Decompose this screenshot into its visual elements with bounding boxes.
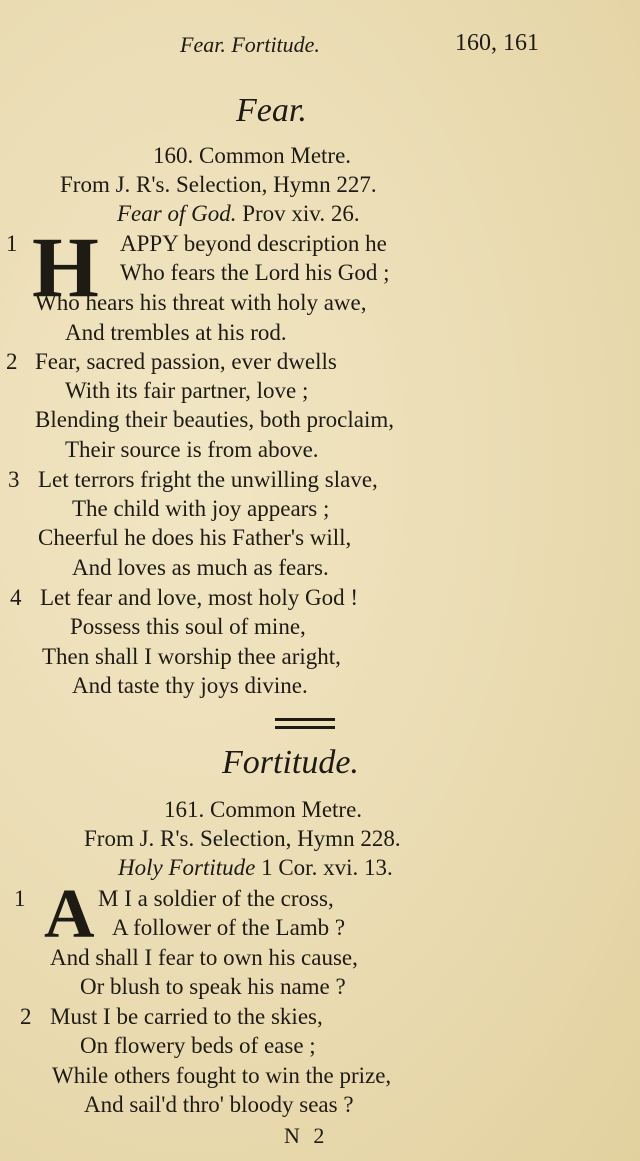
verse-line: Blending their beauties, both proclaim, — [35, 407, 394, 432]
verse-line: And taste thy joys divine. — [72, 673, 308, 698]
scripture-reference: 1 Cor. xvi. 13. — [261, 855, 393, 880]
verse-number: 1 — [14, 886, 26, 911]
verse-line: On flowery beds of ease ; — [80, 1033, 316, 1058]
verse-line: While others fought to win the prize, — [52, 1063, 392, 1088]
verse-line: A follower of the Lamb ? — [112, 915, 346, 940]
drop-cap: A — [44, 876, 95, 953]
verse-line: M I a soldier of the cross, — [98, 886, 334, 911]
verse-line: Cheerful he does his Father's will, — [38, 525, 352, 550]
hymn-source-161: From J. R's. Selection, Hymn 228. — [84, 826, 401, 851]
verse-line: The child with joy appears ; — [72, 496, 330, 521]
running-header: Fear. Fortitude. — [180, 32, 320, 57]
section-title-fear: Fear. — [236, 92, 307, 129]
verse-line: And shall I fear to own his cause, — [50, 945, 358, 970]
verse-line: Their source is from above. — [65, 437, 319, 462]
hymn-meta-160: 160. Common Metre. — [153, 143, 352, 168]
hymn-meta-161: 161. Common Metre. — [164, 797, 363, 822]
signature-mark: N 2 — [284, 1123, 329, 1148]
verse-line: Then shall I worship thee aright, — [42, 644, 341, 669]
drop-cap: H — [32, 219, 99, 315]
verse-line: Or blush to speak his name ? — [80, 974, 346, 999]
verse-line: And sail'd thro' bloody seas ? — [84, 1092, 354, 1117]
verse-number: 1 — [6, 231, 18, 256]
hymn-source-160: From J. R's. Selection, Hymn 227. — [60, 172, 377, 197]
verse-line: Who fears the Lord his God ; — [120, 260, 390, 285]
verse-line: With its fair partner, love ; — [65, 378, 309, 403]
section-title-fortitude: Fortitude. — [222, 744, 359, 781]
verse-line: Let fear and love, most holy God ! — [40, 585, 359, 610]
hymn-subject-160 — [117, 201, 360, 227]
verse-number: 3 — [8, 467, 20, 492]
scripture-reference: Prov xiv. 26. — [242, 201, 360, 226]
verse-line: APPY beyond description he — [120, 231, 387, 256]
verse-line: Must I be carried to the skies, — [50, 1004, 323, 1029]
hymn-subject-161 — [118, 855, 393, 881]
divider-rule — [275, 726, 335, 729]
page-numbers: 160, 161 — [455, 30, 539, 56]
divider-rule — [275, 718, 335, 721]
verse-number: 2 — [6, 349, 18, 374]
verse-line: And trembles at his rod. — [65, 320, 287, 345]
verse-line: Possess this soul of mine, — [70, 614, 306, 639]
verse-line: Let terrors fright the unwilling slave, — [38, 467, 378, 492]
subject-italic: Holy Fortitude — [118, 855, 256, 880]
subject-italic: Fear of God. — [117, 201, 237, 226]
verse-line: Who hears his threat with holy awe, — [35, 290, 367, 315]
verse-number: 2 — [20, 1004, 32, 1029]
verse-line: And loves as much as fears. — [72, 555, 329, 580]
verse-line: Fear, sacred passion, ever dwells — [35, 349, 337, 374]
verse-number: 4 — [10, 585, 22, 610]
